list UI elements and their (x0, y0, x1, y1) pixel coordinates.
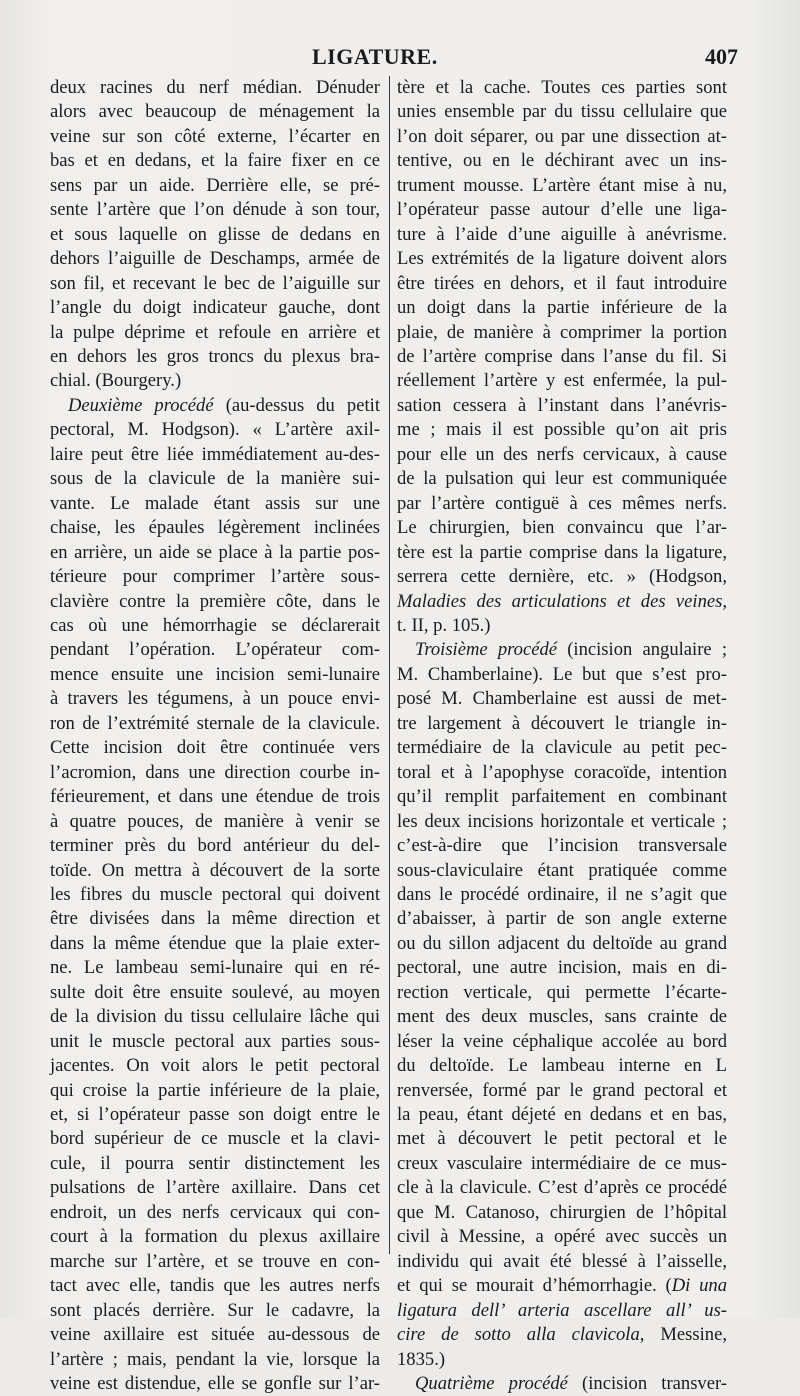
line-text: pectoral, M. Hodgson). « L’artère axil- (50, 419, 380, 441)
text-line (397, 100, 727, 124)
italic-text: cire de sotto alla clavicola (397, 1324, 640, 1346)
text-line (397, 296, 727, 320)
text-line (397, 76, 727, 100)
line-text: met à découvert le petit pectoral et le (397, 1128, 727, 1150)
line-text: creux vasculaire intermédiaire de ce mus- (397, 1152, 727, 1174)
page-number: 407 (705, 44, 738, 69)
text-line (50, 638, 380, 662)
text-line (397, 1127, 727, 1151)
line-text: unit le muscle pectoral aux parties sous- (50, 1030, 380, 1052)
text-line (397, 1299, 727, 1323)
text-line (50, 1103, 380, 1127)
line-text: chial. (Bourgery.) (50, 370, 182, 392)
text-line (50, 125, 380, 149)
text-line (397, 834, 727, 858)
text-line (50, 1030, 380, 1054)
italic-text: Deuxième procédé (68, 394, 214, 416)
line-text: alors avec beaucoup de ménagement la (50, 101, 380, 123)
text-line (50, 1176, 380, 1200)
line-text: endroit, un des nerfs cervicaux qui con- (50, 1201, 380, 1223)
text-line (397, 541, 727, 565)
text-line (50, 1005, 380, 1029)
text-line (397, 272, 727, 296)
text-line (397, 1054, 727, 1078)
text-line (50, 907, 380, 931)
line-text: être divisées dans la même direction et (50, 908, 380, 930)
line-text: sous de la clavicule de la manière sui- (50, 468, 380, 490)
text-line (50, 1274, 380, 1298)
text-line (397, 1323, 727, 1347)
text-line (50, 76, 380, 100)
line-text: individu qui avait été blessé à l’aisselle, (397, 1250, 727, 1272)
line-text: ture à l’aide d’une aiguille à anévrisme. (397, 223, 727, 245)
line-text: terminer près du bord antérieur du del- (50, 835, 380, 857)
text-line (397, 1225, 727, 1249)
text-line (50, 614, 380, 638)
line-text: tère et la cache. Toutes ces parties sont (397, 77, 727, 98)
text-line (50, 394, 380, 418)
line-text: et, si l’opérateur passe son doigt entre le (50, 1104, 380, 1126)
line-text: pendant l’opération. L’opérateur com- (50, 639, 380, 661)
line-text: tact avec elle, tandis que les autres nerfs (50, 1275, 380, 1297)
italic-text: Quatrième procédé (415, 1373, 568, 1395)
text-line (397, 932, 727, 956)
text-line (50, 932, 380, 956)
text-line (50, 712, 380, 736)
line-text: ron de l’extrémité sternale de la clavicule. (50, 712, 380, 734)
line-text: 1835.) (397, 1348, 446, 1370)
line-text: qu’il remplit parfaitement en combinant (397, 786, 727, 808)
text-line (397, 907, 727, 931)
text-line (50, 1299, 380, 1323)
text-line (50, 1127, 380, 1151)
line-text: Les extrémités de la ligature doivent alors (397, 248, 727, 270)
line-text: être tirées en dehors, et il faut introduire (397, 272, 727, 294)
line-text: l’artère ; mais, pendant la vie, lorsque la (50, 1348, 380, 1370)
line-text: de la pulsation qui leur est communiquée (397, 468, 727, 490)
line-text: réellement l’artère y est enfermée, la pul- (397, 370, 727, 392)
text-line (397, 1152, 727, 1176)
line-text: férieurement, et dans une étendue de trois (50, 786, 380, 808)
text-line (397, 1250, 727, 1274)
line-text: les deux incisions horizontale et verticale ; (397, 810, 727, 832)
line-text: court à la formation du plexus axillaire (50, 1226, 380, 1248)
text-line (50, 492, 380, 516)
line-text: toral et à l’apophyse coracoïde, intention (397, 761, 727, 783)
text-line (397, 859, 727, 883)
line-text: l’on doit séparer, ou par une dissection at- (397, 125, 727, 147)
text-line (50, 687, 380, 711)
line-text: veine est distendue, elle se gonfle sur l’ar- (50, 1373, 380, 1395)
line-text: sation cessera à l’instant dans l’anévris- (397, 394, 727, 416)
line-text: sente l’artère que l’on dénude à son tour, (50, 199, 380, 221)
text-line (397, 761, 727, 785)
line-text: marche sur l’artère, et se trouve en con- (50, 1250, 380, 1272)
line-text: un doigt dans la partie inférieure de la (397, 297, 727, 319)
text-line (50, 223, 380, 247)
text-line (50, 516, 380, 540)
line-text: deux racines du nerf médian. Dénuder (50, 77, 380, 98)
line-text: dans la même étendue que la plaie exter- (50, 932, 380, 954)
line-text: (au-dessus du petit (213, 394, 380, 416)
line-text: l’opérateur passe autour d’elle une liga- (397, 199, 727, 221)
text-line (397, 1079, 727, 1103)
line-text: qui croise la partie inférieure de la plaie, (50, 1079, 380, 1101)
text-line (50, 272, 380, 296)
line-text: léser la veine céphalique accolée au bord (397, 1030, 727, 1052)
line-text: son fil, et recevant le bec de l’aiguille sur (50, 272, 380, 294)
left-column (50, 76, 380, 1396)
line-text: sous-claviculaire étant pratiquée comme (397, 859, 727, 881)
line-text: vante. Le malade étant assis sur une (50, 492, 380, 514)
line-text: cule, il pourra sentir distinctement les (50, 1152, 380, 1174)
line-text: à travers les tégumens, à un pouce envi- (50, 688, 380, 710)
text-line (397, 1201, 727, 1225)
line-text: chaise, les épaules légèrement inclinées (50, 517, 380, 539)
text-line (397, 638, 727, 662)
text-line (50, 810, 380, 834)
text-line (50, 1225, 380, 1249)
text-line (397, 467, 727, 491)
line-text: par l’artère contiguë à ces mêmes nerfs. (397, 492, 727, 514)
text-line (397, 614, 727, 638)
text-line (50, 541, 380, 565)
line-text: plaie, de manière à comprimer la portion (397, 321, 727, 343)
text-line (397, 198, 727, 222)
text-line (50, 883, 380, 907)
text-line (397, 1176, 727, 1200)
text-line (397, 712, 727, 736)
text-line (397, 1372, 727, 1396)
text-line (397, 1274, 727, 1298)
line-text: térieure pour comprimer l’artère sous- (50, 566, 380, 588)
line-text: pectoral, une autre incision, mais en di- (397, 957, 727, 979)
line-text: que M. Catanoso, chirurgien de l’hôpital (397, 1201, 727, 1223)
line-text: Le chirurgien, bien convaincu que l’ar- (397, 517, 727, 539)
line-text: en arrière, un aide se place à la partie pos- (50, 541, 380, 563)
text-line (50, 321, 380, 345)
text-line (397, 149, 727, 173)
text-line (397, 590, 727, 614)
text-line (50, 1054, 380, 1078)
text-line (50, 467, 380, 491)
text-line (50, 663, 380, 687)
line-text: termédiaire de la clavicule au petit pec- (397, 737, 727, 759)
italic-text: Troisième procédé (415, 639, 558, 661)
line-text: de la division du tissu cellulaire lâche qui (50, 1006, 380, 1028)
text-line (397, 810, 727, 834)
line-text: sont placés derrière. Sur le cadavre, la (50, 1299, 380, 1321)
text-line (50, 785, 380, 809)
line-text: à quatre pouces, de manière à venir se (50, 810, 380, 832)
text-line (397, 956, 727, 980)
text-line (50, 198, 380, 222)
text-line (50, 1152, 380, 1176)
text-line (50, 736, 380, 760)
text-line (397, 785, 727, 809)
text-line (397, 418, 727, 442)
text-line (397, 736, 727, 760)
text-line (397, 369, 727, 393)
text-line (50, 859, 380, 883)
line-text: les fibres du muscle pectoral qui doivent (50, 883, 380, 905)
text-line (50, 956, 380, 980)
line-text: mence ensuite une incision semi-lunaire (50, 663, 380, 685)
line-text: M. Chamberlaine). Le but que s’est pro- (397, 663, 727, 685)
italic-text: Maladies des articulations et des veines, (397, 590, 727, 612)
line-text: de l’artère comprise dans l’anse du fil. Si (397, 345, 727, 367)
text-line (397, 394, 727, 418)
line-text: clavière contre la première côte, dans le (50, 590, 380, 612)
text-line (397, 443, 727, 467)
text-line (50, 834, 380, 858)
running-title: LIGATURE. (312, 44, 438, 69)
line-text: sens par un aide. Derrière elle, se pré- (50, 174, 380, 196)
line-text: tre largement à découvert le triangle in- (397, 712, 727, 734)
text-line (50, 1323, 380, 1347)
line-text: l’acromion, dans une direction courbe in- (50, 761, 380, 783)
line-text: rection verticale, qui permette l’écarte- (397, 981, 727, 1003)
text-line (50, 1372, 380, 1396)
line-text: dehors l’aiguille de Deschamps, armée de (50, 248, 380, 270)
line-text: Cette incision doit être continuée vers (50, 737, 380, 759)
text-line (397, 223, 727, 247)
line-text: t. II, p. 105.) (397, 614, 491, 636)
text-line (50, 345, 380, 369)
text-line (397, 687, 727, 711)
text-line (50, 1348, 380, 1372)
line-text: tentive, ou en le déchirant avec un ins- (397, 150, 727, 172)
line-text: jacentes. On voit alors le petit pectoral (50, 1055, 380, 1077)
text-line (397, 981, 727, 1005)
line-text: veine axillaire est située au-dessous de (50, 1324, 380, 1346)
text-line (397, 1103, 727, 1127)
text-line (397, 1005, 727, 1029)
line-text: trument mousse. L’artère étant mise à nu, (397, 174, 727, 196)
line-text: laire peut être liée immédiatement au-des- (50, 443, 380, 465)
line-text: cle à la clavicule. C’est d’après ce procédé (397, 1177, 727, 1199)
line-text: d’abaisser, à partir de son angle externe (397, 908, 727, 930)
line-text: pour elle un des nerfs cervicaux, à cause (397, 443, 727, 465)
line-text: tère est la partie comprise dans la ligature, (397, 541, 727, 563)
line-text: renversée, formé par le grand pectoral et (397, 1079, 727, 1101)
line-text: et sous laquelle on glisse de dedans en (50, 223, 380, 245)
page-header (50, 44, 738, 74)
line-text: c’est-à-dire que l’incision transversale (397, 835, 727, 857)
column-divider (389, 76, 390, 1254)
text-line (50, 590, 380, 614)
line-text: la peau, étant déjeté en dedans et en bas, (397, 1104, 727, 1126)
text-line (50, 981, 380, 1005)
line-text: serrera cette dernière, etc. » (Hodgson, (397, 566, 727, 588)
right-column (397, 76, 727, 1396)
text-line (397, 125, 727, 149)
text-line (50, 1079, 380, 1103)
line-text: (incision transver- (567, 1373, 727, 1395)
line-text: ou du sillon adjacent du deltoïde au grand (397, 932, 727, 954)
text-line (50, 1250, 380, 1274)
line-text: posé M. Chamberlaine est aussi de met- (397, 688, 727, 710)
line-text: dans le procédé ordinaire, il ne s’agit que (397, 883, 727, 905)
text-line (50, 761, 380, 785)
line-text: ment des deux muscles, sans crainte de (397, 1006, 727, 1028)
text-line (50, 443, 380, 467)
text-line (50, 296, 380, 320)
text-line (50, 565, 380, 589)
line-text: en dehors les gros troncs du plexus bra- (50, 345, 380, 367)
line-text: unies ensemble par du tissu cellulaire que (397, 101, 727, 123)
text-line (397, 345, 727, 369)
text-line (397, 174, 727, 198)
text-line (397, 1348, 727, 1372)
line-text: , Messine, (639, 1324, 727, 1346)
text-line (50, 1201, 380, 1225)
text-line (397, 663, 727, 687)
line-text: bas et en dedans, et la faire fixer en ce (50, 150, 380, 172)
text-line (397, 565, 727, 589)
line-text: pulsations de l’artère axillaire. Dans cet (50, 1177, 380, 1199)
line-text: veine sur son côté externe, l’écarter en (50, 125, 380, 147)
text-line (397, 883, 727, 907)
line-text: et qui se mourait d’hémorrhagie. ( (397, 1275, 672, 1297)
text-line (397, 321, 727, 345)
line-text: toïde. On mettra à découvert de la sorte (50, 859, 380, 881)
text-line (397, 1030, 727, 1054)
line-text: l’angle du doigt indicateur gauche, dont (50, 297, 380, 319)
line-text: bord supérieur de ce muscle et la clavi- (50, 1128, 380, 1150)
text-line (397, 516, 727, 540)
text-line (50, 418, 380, 442)
line-text: cas où une hémorrhagie se déclarerait (50, 614, 380, 636)
text-line (50, 369, 380, 393)
line-text: civil à Messine, a opéré avec succès un (397, 1226, 727, 1248)
text-line (50, 174, 380, 198)
line-text: me ; mais il est possible qu’on ait pris (397, 419, 727, 441)
line-text: sulte doit être ensuite soulevé, au moyen (50, 981, 380, 1003)
line-text: la pulpe déprime et refoule en arrière et (50, 321, 380, 343)
line-text: ne. Le lambeau semi-lunaire qui en ré- (50, 957, 380, 979)
text-line (50, 247, 380, 271)
text-line (50, 149, 380, 173)
italic-text: Di una (671, 1275, 728, 1297)
text-line (397, 247, 727, 271)
line-text: (incision angulaire ; (557, 639, 727, 661)
text-line (397, 492, 727, 516)
line-text: du deltoïde. Le lambeau interne en L (397, 1055, 727, 1077)
italic-text: ligatura dell’ arteria ascellare all’ us- (397, 1299, 727, 1321)
text-line (50, 100, 380, 124)
